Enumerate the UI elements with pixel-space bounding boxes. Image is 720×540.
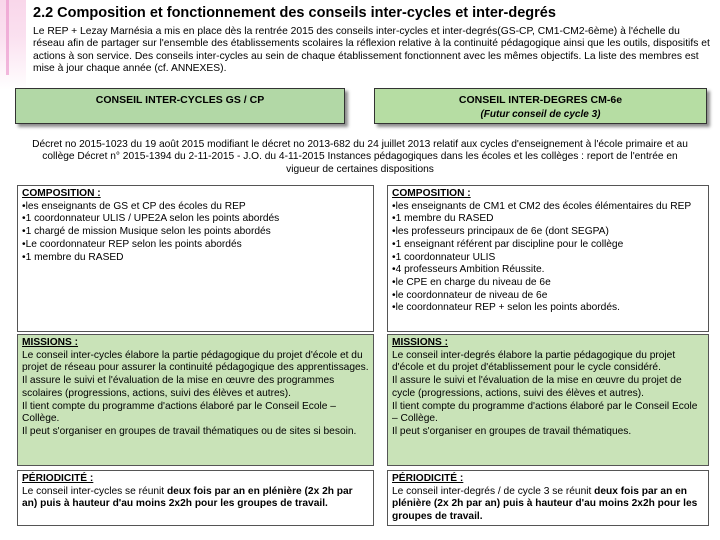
mission-paragraph: Il assure le suivi et l'évaluation de la mise en œuvre du projet de cycle (progressions, actions, suivi des élèves et autres). — [392, 375, 682, 399]
right-missions-box — [387, 334, 709, 466]
list-item: •1 coordonnateur ULIS / UPE2A selon les points abordés — [22, 213, 280, 225]
left-missions-box — [17, 334, 374, 466]
right-periodicite-text — [392, 486, 704, 524]
mission-paragraph: Il assure le suivi et l'évaluation de la mise en œuvre des programmes scolaires (progressions, actions, suivi des élèves et autres). — [22, 375, 335, 399]
list-item: •le coordonnateur de niveau de 6e — [392, 289, 548, 301]
right-periodicite-box — [387, 470, 709, 526]
mission-paragraph: Il peut s'organiser en groupes de travail thématiques ou de sites si besoin. — [22, 425, 357, 437]
list-item: •1 membre du RASED — [22, 251, 124, 263]
right-composition-box — [387, 185, 709, 332]
periodicite-intro: Le conseil inter-degrés / de cycle 3 se réunit — [392, 485, 595, 497]
list-item: •les professeurs principaux de 6e (dont SEGPA) — [392, 226, 609, 238]
mission-paragraph: Il tient compte du programme d'actions élaboré par le Conseil Ecole – Collège. — [392, 400, 698, 425]
right-periodicite-title: PÉRIODICITÉ : — [392, 473, 464, 484]
list-item: •Le coordonnateur REP selon les points abordés — [22, 238, 242, 250]
periodicite-frequency: deux fois par an en plénière (2x 2h par an) puis à hauteur d'au moins 2x2h pour les groupes de travail. — [392, 485, 698, 523]
inter-degres-header-subtitle: (Futur conseil de cycle 3) — [480, 109, 601, 120]
list-item: •4 professeurs Ambition Réussite. — [392, 264, 545, 276]
mission-paragraph: Le conseil inter-degrés élabore la partie pédagogique du projet d'école et du projet d'établissement pour le cycle considéré. — [392, 349, 676, 374]
periodicite-intro: Le conseil inter-cycles se réunit — [22, 485, 167, 497]
intro-paragraph: Le REP + Lezay Marnésia a mis en place dès la rentrée 2015 des conseils inter-cycles et inter-degrés(GS-CP, CM1-CM2-6ème) à l'échelle du réseau afin de partager sur l'ensemble des établissements scolaires la réflexion relative à la continuité pédagogique ainsi que les outils, dispositifs et actions à son service. Des conseils inter-cycles au sein de chaque établissement fonctionnent avec les mêmes objectifs. La liste des membres est mise à jour chaque année (cf. ANNEXES). — [33, 26, 710, 74]
list-item: •le CPE en charge du niveau de 6e — [392, 276, 551, 288]
right-missions-title: MISSIONS : — [392, 337, 449, 348]
left-periodicite-box — [17, 470, 374, 526]
list-item: •1 coordonnateur ULIS — [392, 251, 496, 263]
decret-reference: Décret no 2015-1023 du 19 août 2015 modifiant le décret no 2013-682 du 24 juillet 2013 relatif aux cycles d'enseignement à l'école primaire et au collège Décret n° 2015-1394 du 2-11-2015 - J.O. du 4-11-2015 Instances pédagogiques dans les écoles et les collèges : report de l'entrée en vigueur de certaines dispositions — [32, 139, 688, 175]
list-item: •1 membre du RASED — [392, 213, 494, 225]
periodicite-frequency: deux fois par an en plénière (2x 2h par an) puis à hauteur d'au moins 2x2h pour les groupes de travail. — [22, 485, 353, 510]
left-composition-title: COMPOSITION : — [22, 188, 101, 199]
inter-degres-header — [374, 88, 707, 124]
right-composition-title: COMPOSITION : — [392, 188, 471, 199]
decorative-stripe — [0, 0, 26, 90]
page-title: 2.2 Composition et fonctionnement des conseils inter-cycles et inter-degrés — [33, 5, 556, 21]
list-item: •le coordonnateur REP + selon les points abordés. — [392, 302, 620, 314]
left-missions-title: MISSIONS : — [22, 337, 79, 348]
decorative-line — [6, 0, 9, 75]
left-composition-box — [17, 185, 374, 332]
mission-paragraph: Il peut s'organiser en groupes de travail thématiques. — [392, 425, 632, 437]
inter-cycles-header-title: CONSEIL INTER-CYCLES GS / CP — [95, 94, 265, 106]
list-item: •1 chargé de mission Musique selon les points abordés — [22, 226, 271, 238]
inter-cycles-header — [15, 88, 345, 124]
inter-degres-header-title: CONSEIL INTER-DEGRES CM-6e — [458, 94, 623, 106]
list-item: •1 enseignant référent par discipline pour le collège — [392, 238, 624, 250]
left-periodicite-text — [22, 486, 369, 511]
list-item: •les enseignants de GS et CP des écoles du REP — [22, 200, 246, 212]
mission-paragraph: Le conseil inter-cycles élabore la partie pédagogique du projet d'école et du projet de réseau pour assurer la continuité pédagogique des apprentissages. — [22, 349, 369, 374]
mission-paragraph: Il tient compte du programme d'actions élaboré par le Conseil Ecole – Collège. — [22, 400, 336, 425]
left-periodicite-title: PÉRIODICITÉ : — [22, 473, 94, 484]
list-item: •les enseignants de CM1 et CM2 des écoles élémentaires du REP — [392, 200, 692, 212]
